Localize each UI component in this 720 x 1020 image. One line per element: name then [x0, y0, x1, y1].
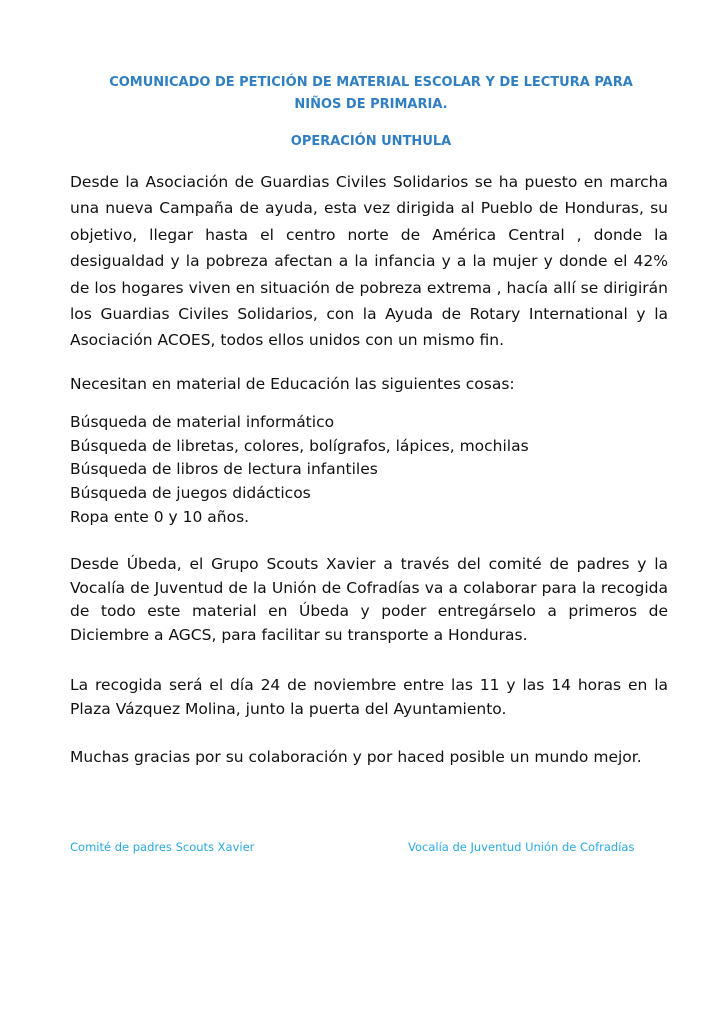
needs-intro: Necesitan en material de Educación las siguientes cosas: [70, 375, 515, 393]
signature-right: Vocalía de Juventud Unión de Cofradías [408, 840, 635, 854]
list-item: Búsqueda de libretas, colores, bolígrafos, lápices, mochilas [70, 436, 529, 455]
signature-left: Comité de padres Scouts Xavier [70, 840, 255, 854]
list-item: Ropa ente 0 y 10 años. [70, 507, 250, 526]
collection-paragraph: La recogida será el día 24 de noviembre entre las 11 y las 14 horas en la Plaza Vázquez Molina, junto la puerta del Ayuntamiento. [70, 676, 668, 718]
list-item: Búsqueda de material informático [70, 413, 335, 431]
intro-paragraph: Desde la Asociación de Guardias Civiles Solidarios se ha puesto en marcha una nueva Campaña de ayuda, esta vez dirigida al Pueblo de Honduras, su objetivo, llegar hasta el centro norte de América Central , donde la desigualdad y la pobreza afectan a la infancia y a la mujer y donde el 42% de los hogares viven en situación de pobreza extrema , hacía allí se dirigirán los Guardias Civiles Solidarios, con la Ayuda de Rotary International y la Asociación ACOES, todos ellos unidos con un mismo fin. [70, 173, 668, 350]
list-item: Búsqueda de libros de lectura infantiles [70, 460, 378, 479]
operation-name: OPERACIÓN UNTHULA [290, 134, 452, 149]
document-title: COMUNICADO DE PETICIÓN DE MATERIAL ESCOLAR Y DE LECTURA PARA NIÑOS DE PRIMARIA. [109, 75, 633, 112]
thanks-paragraph: Muchas gracias por su colaboración y por haced posible un mundo mejor. [70, 748, 642, 766]
list-item: Búsqueda de juegos didácticos [70, 484, 311, 503]
collaboration-paragraph: Desde Úbeda, el Grupo Scouts Xavier a través del comité de padres y la Vocalía de Juventud de la Unión de Cofradías va a colaborar para la recogida de todo este material en Úbeda y poder entregárselo a primeros de Diciembre a AGCS, para facilitar su transporte a Honduras. [70, 555, 668, 644]
needs-list [70, 411, 668, 530]
